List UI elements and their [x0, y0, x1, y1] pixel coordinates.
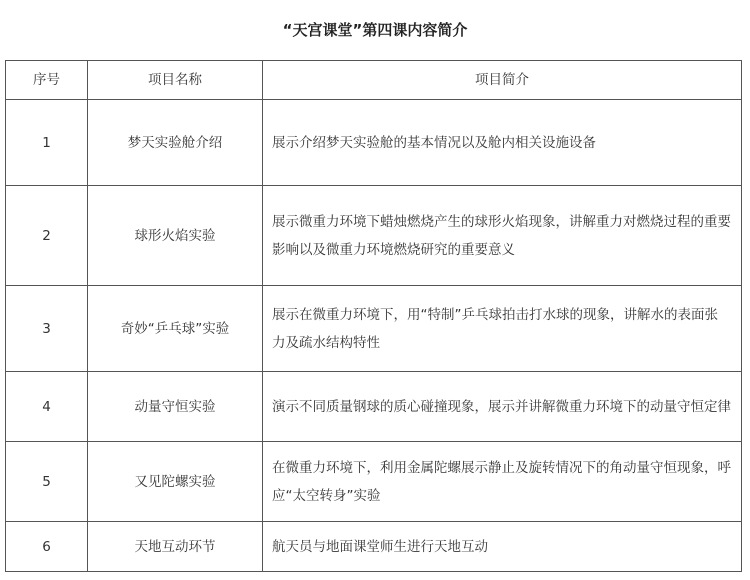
row-item-description: 在微重力环境下，利用金属陀螺展示静止及旋转情况下的角动量守恒现象，呼应“太空转身”实验	[263, 442, 742, 522]
table-header-row	[6, 61, 742, 100]
table-row	[6, 522, 742, 572]
row-index: 5	[6, 442, 88, 522]
row-index: 1	[6, 100, 88, 186]
row-item-name: 梦天实验舱介绍	[88, 100, 263, 186]
row-item-description: 展示介绍梦天实验舱的基本情况以及舱内相关设施设备	[263, 100, 742, 186]
header-item-description: 项目简介	[263, 61, 742, 100]
row-item-name: 奇妙“乒乓球”实验	[88, 286, 263, 372]
row-item-description: 展示在微重力环境下，用“特制”乒乓球拍击打水球的现象，讲解水的表面张力及疏水结构特性	[263, 286, 742, 372]
row-item-description: 航天员与地面课堂师生进行天地互动	[263, 522, 742, 572]
table-row	[6, 286, 742, 372]
page-title: “天宫课堂”第四课内容简介	[282, 21, 468, 39]
row-item-description: 演示不同质量钢球的质心碰撞现象，展示并讲解微重力环境下的动量守恒定律	[263, 372, 742, 442]
row-index: 2	[6, 186, 88, 286]
table-row	[6, 372, 742, 442]
header-index: 序号	[6, 61, 88, 100]
row-index: 6	[6, 522, 88, 572]
content-table	[5, 60, 742, 572]
row-index: 4	[6, 372, 88, 442]
row-item-description: 展示微重力环境下蜡烛燃烧产生的球形火焰现象，讲解重力对燃烧过程的重要影响以及微重力环境燃烧研究的重要意义	[263, 186, 742, 286]
table-row	[6, 442, 742, 522]
row-item-name: 动量守恒实验	[88, 372, 263, 442]
row-index: 3	[6, 286, 88, 372]
header-item-name: 项目名称	[88, 61, 263, 100]
row-item-name: 又见陀螺实验	[88, 442, 263, 522]
row-item-name: 天地互动环节	[88, 522, 263, 572]
table-row	[6, 100, 742, 186]
row-item-name: 球形火焰实验	[88, 186, 263, 286]
table-row	[6, 186, 742, 286]
